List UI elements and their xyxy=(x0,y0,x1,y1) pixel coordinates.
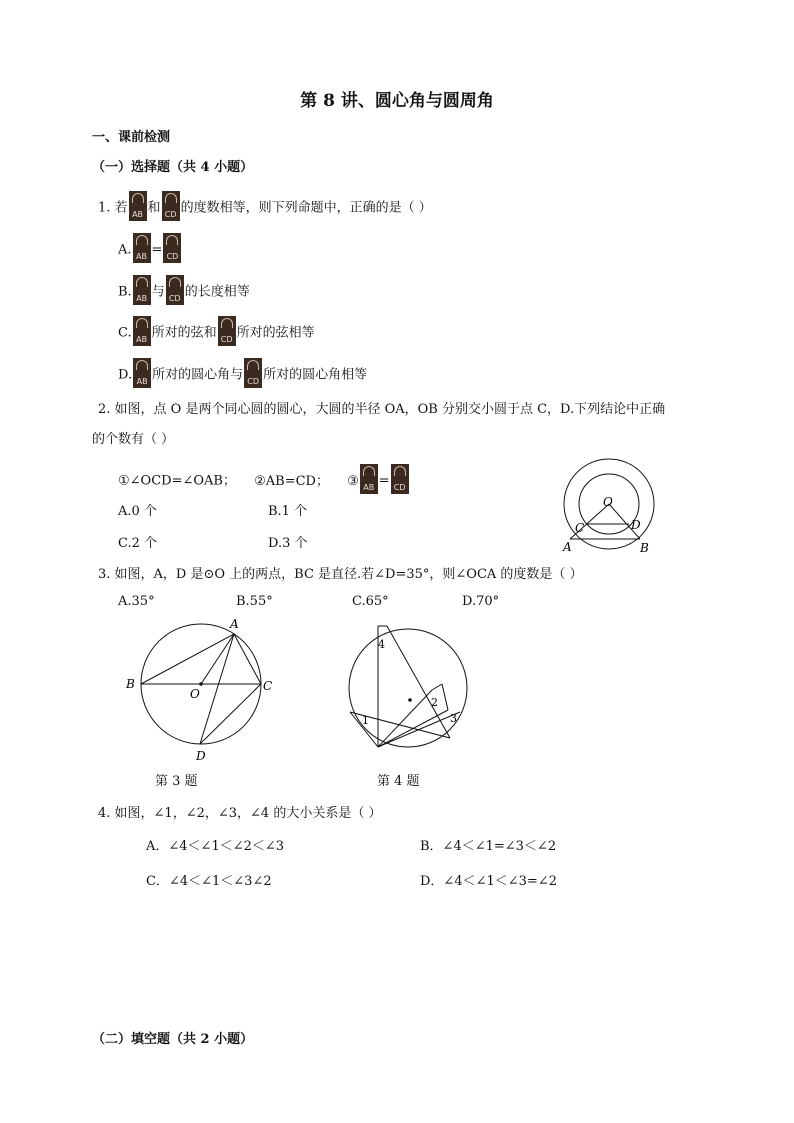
option-letter: B. xyxy=(118,284,132,300)
arc-label: CD xyxy=(168,294,181,303)
arc-label: AB xyxy=(136,294,148,303)
option-text: 所对的弦相等 xyxy=(236,325,315,341)
label-c: C xyxy=(575,521,585,535)
line-diagonal xyxy=(387,626,450,738)
q3-figure-circle xyxy=(120,612,282,764)
angle-label-4: 4 xyxy=(378,638,385,651)
arc-ab-image xyxy=(133,316,151,346)
arc-cd-image xyxy=(244,358,262,388)
arc-label: CD xyxy=(164,210,177,219)
arc-ab-image xyxy=(133,275,151,305)
arc-label: AB xyxy=(136,335,148,344)
segment-ao xyxy=(201,634,234,684)
chord-ba xyxy=(141,634,234,684)
option-text: 的长度相等 xyxy=(184,284,250,300)
option-letter: A. xyxy=(118,242,132,258)
arc-label: AB xyxy=(363,483,375,492)
q2-statement-2: ②AB=CD； xyxy=(254,473,329,489)
option-text: 所对的弦和 xyxy=(151,325,217,341)
label-o: O xyxy=(603,495,613,509)
arc-cd-image xyxy=(163,233,181,263)
q4-option-c[interactable]: C．∠4＜∠1＜∠3∠2 xyxy=(146,874,272,889)
subsection-choice-heading: （一）选择题（共 4 小题） xyxy=(92,160,254,175)
option-text: 与 xyxy=(151,284,165,300)
angle-label-2: 2 xyxy=(431,696,438,709)
label-d: D xyxy=(196,749,206,763)
question-1-stem xyxy=(98,193,432,223)
option-text: 所对的圆心角相等 xyxy=(263,367,368,383)
line-2-right xyxy=(442,684,448,710)
option-letter: D. xyxy=(118,367,133,383)
question-3-stem: 3. 如图，A，D 是⊙O 上的两点，BC 是直径.若∠D=35°，则∠OCA 的度数是（ ） xyxy=(98,567,583,582)
label-d: D xyxy=(631,518,641,532)
page-title: 第 8 讲、圆心角与圆周角 xyxy=(300,91,494,111)
line-to-right xyxy=(378,712,460,747)
arc-ab-image xyxy=(133,358,151,388)
label-a: A xyxy=(230,617,239,631)
equals-sign: = xyxy=(151,242,163,258)
center-point xyxy=(199,682,203,686)
q3-figure-caption: 第 3 题 xyxy=(155,774,198,789)
center-point xyxy=(408,698,412,702)
label-b: B xyxy=(126,677,135,691)
option-text: 所对的圆心角与 xyxy=(152,367,244,383)
subsection-fill-heading: （二）填空题（共 2 小题） xyxy=(92,1032,254,1047)
q2-statement-1: ①∠OCD=∠OAB； xyxy=(118,473,236,489)
label-b: B xyxy=(640,541,649,555)
q2-option-d[interactable]: D.3 个 xyxy=(268,536,308,551)
q1-option-b[interactable] xyxy=(118,277,250,307)
arc-label: CD xyxy=(247,377,259,386)
question-2-stem-line1: 2. 如图，点 O 是两个同心圆的圆心，大圆的半径 OA，OB 分别交小圆于点 C，D.下列结论中正确 xyxy=(98,402,666,417)
q4-option-b[interactable]: B．∠4＜∠1=∠3＜∠2 xyxy=(420,839,557,854)
q2-option-a[interactable]: A.0 个 xyxy=(118,504,157,519)
q1-text-and: 和 xyxy=(147,200,161,216)
circle xyxy=(349,629,467,747)
q1-text-pre: 1. 若 xyxy=(98,200,128,216)
angle-label-3: 3 xyxy=(450,712,457,725)
q1-option-a[interactable] xyxy=(118,235,182,265)
equals-sign: = xyxy=(378,473,390,489)
label-c: C xyxy=(263,679,273,693)
angle-label-1: 1 xyxy=(362,714,369,727)
arc-cd-image xyxy=(166,275,184,305)
label-o: O xyxy=(190,687,200,701)
q2-statements xyxy=(118,466,410,496)
option-letter: C. xyxy=(118,325,132,341)
q4-option-a[interactable]: A．∠4＜∠1＜∠2＜∠3 xyxy=(146,839,285,854)
arc-ab-image xyxy=(129,191,147,221)
q1-text-post: 的度数相等，则下列命题中，正确的是（ ） xyxy=(180,200,432,216)
q2-option-b[interactable]: B.1 个 xyxy=(268,504,308,519)
arc-cd-image xyxy=(391,464,409,494)
arc-label: CD xyxy=(166,252,179,261)
q3-option-a[interactable]: A.35° xyxy=(118,594,155,609)
arc-label: AB xyxy=(132,210,144,219)
label-a: A xyxy=(563,540,572,554)
arc-ab-image xyxy=(360,464,378,494)
chord-ac xyxy=(234,634,261,684)
q2-statement-3-number: ③ xyxy=(347,473,359,489)
q3-option-c[interactable]: C.65° xyxy=(352,594,389,609)
question-4-stem: 4. 如图，∠1，∠2，∠3，∠4 的大小关系是（ ） xyxy=(98,806,382,821)
arc-ab-image xyxy=(133,233,151,263)
q4-figure-caption: 第 4 题 xyxy=(377,774,420,789)
section-heading-precheck: 一、课前检测 xyxy=(92,130,171,145)
q3-option-d[interactable]: D.70° xyxy=(462,594,500,609)
arc-label: CD xyxy=(220,335,233,344)
arc-label: AB xyxy=(136,377,148,386)
q4-option-d[interactable]: D．∠4＜∠1＜∠3=∠2 xyxy=(420,874,557,889)
q2-figure-concentric-circles xyxy=(555,458,665,558)
q1-option-d[interactable] xyxy=(118,360,367,390)
q3-option-b[interactable]: B.55° xyxy=(236,594,273,609)
arc-cd-image xyxy=(162,191,180,221)
arc-label: CD xyxy=(393,483,406,492)
q1-option-c[interactable] xyxy=(118,318,315,348)
q2-option-c[interactable]: C.2 个 xyxy=(118,536,158,551)
arc-cd-image xyxy=(218,316,236,346)
q4-figure-circle xyxy=(340,620,480,760)
arc-label: AB xyxy=(136,252,148,261)
line-to-2 xyxy=(378,690,432,747)
question-2-stem-line2: 的个数有（ ） xyxy=(92,432,175,447)
line-2-top xyxy=(432,684,442,690)
